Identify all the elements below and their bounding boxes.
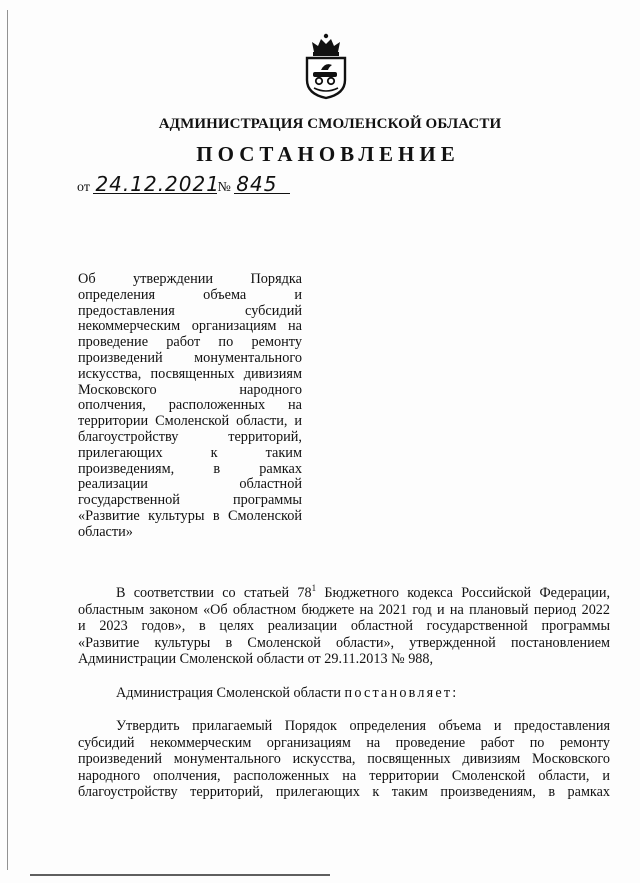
title-line: ополчения, расположенных на bbox=[78, 397, 302, 414]
preamble-line: областным законом «Об областном бюджете на 2021 год и на плановый период 2022 bbox=[78, 601, 610, 618]
title-line: области» bbox=[78, 523, 133, 540]
decision-line: Утвердить прилагаемый Порядок определения объема и предоставления bbox=[116, 718, 610, 734]
resolves-paragraph bbox=[78, 685, 610, 702]
date-prefix: от bbox=[77, 180, 90, 195]
title-line: Московского народного bbox=[78, 381, 302, 398]
title-line: произведениям, в рамках bbox=[78, 460, 302, 477]
scan-bottom-line bbox=[30, 874, 330, 876]
preamble-line: и 2023 годов», в целях реализации областной государственной программы bbox=[78, 618, 610, 634]
preamble-line: В соответствии со статьей $78^1$ Бюджетного кодекса Российской Федерации, bbox=[116, 583, 610, 601]
resolution-title bbox=[78, 272, 302, 541]
decision-line: субсидий некоммерческим организациям на проведение работ по ремонту bbox=[78, 734, 610, 751]
title-line: государственной программы bbox=[78, 492, 302, 509]
preamble-paragraph bbox=[78, 585, 610, 668]
smolensk-coat-of-arms-icon bbox=[301, 32, 351, 100]
title-line: определения объема и bbox=[78, 286, 302, 303]
preamble-line: Администрации Смоленской области от 29.11.2013 № 988, bbox=[78, 651, 434, 667]
title-line: территории Смоленской области, и bbox=[78, 413, 302, 430]
title-line: предоставления субсидий bbox=[78, 302, 302, 319]
number-prefix: № bbox=[217, 180, 231, 195]
title-line: некоммерческим организациям на bbox=[78, 318, 302, 335]
handwritten-number: 845 bbox=[234, 175, 290, 194]
handwritten-date: 24.12.2021 bbox=[95, 172, 220, 196]
footnote-superscript: 1 bbox=[311, 583, 317, 593]
document-type-heading: ПОСТАНОВЛЕНИЕ bbox=[196, 142, 460, 166]
decision-line: благоустройству территорий, прилегающих к таким произведениям, в рамках bbox=[78, 784, 610, 800]
decision-paragraph bbox=[78, 718, 610, 801]
preamble-line: «Развитие культуры в Смоленской области», утвержденной постановлением bbox=[78, 634, 610, 651]
decision-line: народного ополчения, расположенных на территории Смоленской области, и bbox=[78, 767, 610, 784]
title-line: реализации областной bbox=[78, 476, 302, 493]
date-number-line bbox=[77, 172, 290, 196]
title-line: «Развитие культуры в Смоленской bbox=[78, 507, 302, 524]
scan-edge-line bbox=[7, 10, 8, 870]
organization-name: АДМИНИСТРАЦИЯ СМОЛЕНСКОЙ ОБЛАСТИ bbox=[158, 116, 502, 132]
title-line: прилегающих к таким bbox=[78, 444, 302, 461]
title-line: произведений монументального bbox=[78, 349, 302, 366]
decision-line: произведений монументального искусства, посвященных дивизиям Московского bbox=[78, 751, 610, 767]
title-line: проведение работ по ремонту bbox=[78, 334, 302, 351]
title-line: Об утверждении Порядка bbox=[78, 271, 302, 287]
title-line: искусства, посвященных дивизиям bbox=[78, 365, 302, 382]
resolves-line: Администрация Смоленской области постановляет: bbox=[116, 685, 459, 701]
title-line: благоустройству территорий, bbox=[78, 428, 302, 445]
